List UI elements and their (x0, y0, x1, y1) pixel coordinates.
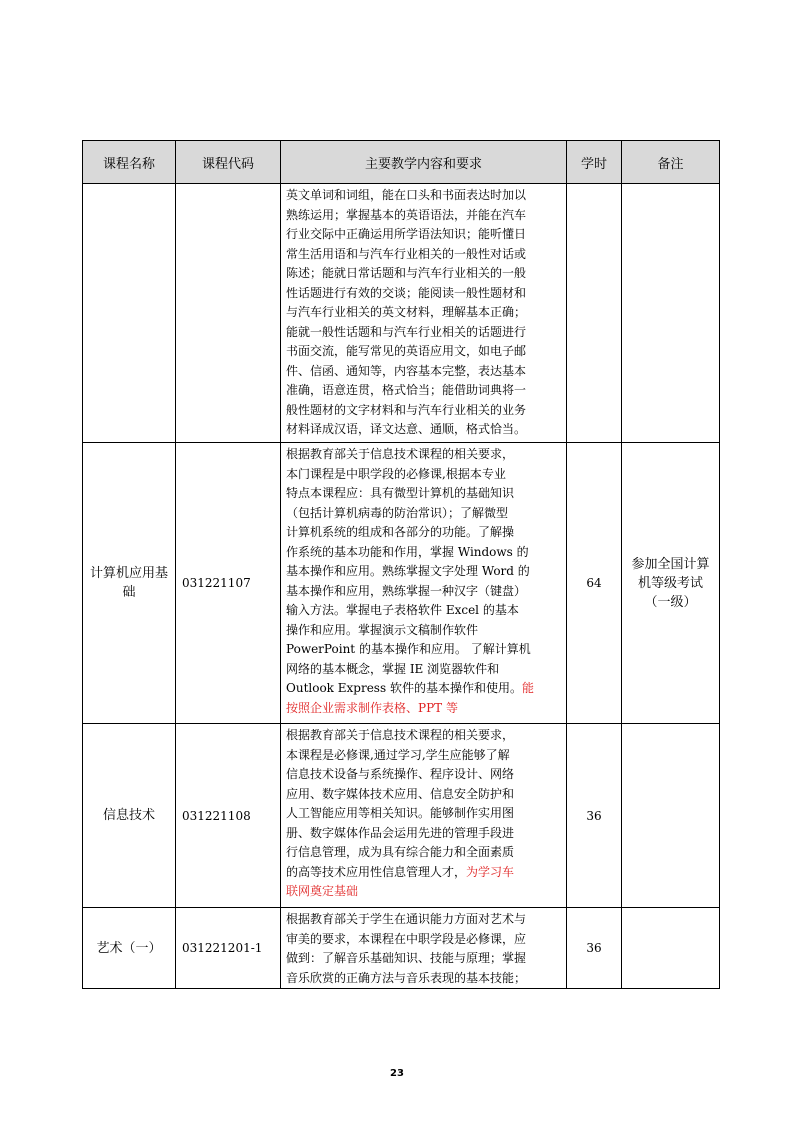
course-name-cell: 计算机应用基础 (83, 443, 176, 724)
content-line: 能就一般性话题和与汽车行业相关的话题进行 (286, 324, 527, 339)
content-line: 音乐欣赏的正确方法与音乐表现的基本技能； (286, 970, 527, 985)
header-row (83, 141, 720, 184)
content-line: 信息技术设备与系统操作、程序设计、网络 (286, 767, 515, 781)
content-line: 常生活用语和与汽车行业相关的一般性对话或 (286, 246, 527, 261)
content-line: 本课程是必修课,通过学习,学生应能够了解 (286, 747, 510, 762)
content-line: 书面交流，能写常见的英语应用文，如电子邮 (286, 344, 527, 358)
content-cell (281, 184, 567, 443)
content-line: 熟练运用；掌握基本的英语语法，并能在汽车 (286, 207, 527, 222)
highlighted-line: 联网奠定基础 (286, 884, 359, 898)
note-cell: 参加全国计算机等级考试（一级） (622, 443, 720, 724)
content-line: 网络的基本概念，掌握 IE 浏览器软件和 (286, 661, 500, 676)
hours-cell: 36 (567, 724, 622, 908)
table-row-information-technology (83, 724, 720, 908)
table-row-art (83, 908, 720, 989)
content-cell (281, 443, 567, 724)
course-code-cell (176, 184, 281, 443)
content-line: 与汽车行业相关的英文材料，理解基本正确； (286, 305, 527, 319)
course-code-cell: 031221201-1 (176, 908, 281, 989)
content-cell (281, 724, 567, 908)
content-line: 行业交际中正确运用所学语法知识；能听懂日 (286, 227, 527, 241)
content-line: 计算机系统的组成和各部分的功能。了解操 (286, 525, 515, 539)
content-line: PowerPoint 的基本操作和应用。 了解计算机 (286, 642, 531, 656)
content-line: 根据教育部关于信息技术课程的相关要求， (286, 728, 515, 742)
hours-cell: 64 (567, 443, 622, 724)
content-line: 基本操作和应用，熟练掌握一种汉字（键盘） (286, 583, 527, 598)
note-cell (622, 184, 720, 443)
content-line: 材料译成汉语，译文达意、通顺，格式恰当。 (286, 422, 527, 436)
content-line: 人工智能应用等相关知识。能够制作实用图 (286, 806, 515, 820)
content-line: 操作和应用。掌握演示文稿制作软件 (286, 622, 479, 637)
content-line: 陈述；能就日常话题和与汽车行业相关的一般 (286, 266, 527, 280)
content-line: 准确，语意连贯，格式恰当；能借助词典将一 (286, 383, 527, 397)
content-line: 件、信函、通知等，内容基本完整，表达基本 (286, 363, 527, 378)
hours-cell (567, 184, 622, 443)
hours-cell: 36 (567, 908, 622, 989)
content-line: 根据教育部关于学生在通识能力方面对艺术与 (286, 912, 527, 926)
content-line: 般性题材的文字材料和与汽车行业相关的业务 (286, 402, 527, 417)
content-line: 性话题进行有效的交谈；能阅读一般性题材和 (286, 285, 527, 300)
content-text: 的高等技术应用性信息管理人才， (286, 864, 467, 879)
highlighted-text: 能 (521, 681, 534, 695)
content-line: 根据教育部关于信息技术课程的相关要求， (286, 447, 515, 461)
content-line: 英文单词和词组，能在口头和书面表达时加以 (286, 188, 527, 202)
content-line: （包括计算机病毒的防治常识）；了解微型 (286, 505, 509, 520)
page-number: 23 (390, 1068, 404, 1079)
highlighted-text: 为学习车 (466, 864, 515, 879)
content-line: 审美的要求，本课程在中职学段是必修课，应 (286, 931, 527, 946)
content-line: 作系统的基本功能和作用，掌握 Windows 的 (286, 544, 529, 559)
table-row-english-continued (83, 184, 720, 443)
content-line: 行信息管理，成为具有综合能力和全面素质 (286, 845, 515, 859)
highlighted-line: 按照企业需求制作表格、PPT 等 (286, 700, 458, 715)
header-course-name: 课程名称 (83, 141, 176, 184)
content-line: 册、数字媒体作品会运用先进的管理手段进 (286, 825, 515, 840)
content-line: 本门课程是中职学段的必修课,根据本专业 (286, 466, 506, 481)
content-line: 输入方法。掌握电子表格软件 Excel 的基本 (286, 603, 519, 617)
course-name-cell (83, 184, 176, 443)
content-line: 应用、数字媒体技术应用、信息安全防护和 (286, 786, 515, 801)
header-hours: 学时 (567, 141, 622, 184)
course-code-cell: 031221107 (176, 443, 281, 724)
note-cell (622, 724, 720, 908)
header-notes: 备注 (622, 141, 720, 184)
content-cell (281, 908, 567, 989)
course-name-cell: 艺术（一） (83, 908, 176, 989)
content-line: 基本操作和应用。熟练掌握文字处理 Word 的 (286, 564, 530, 578)
note-cell (622, 908, 720, 989)
content-text: Outlook Express 软件的基本操作和使用。 (286, 681, 522, 695)
header-course-code: 课程代码 (176, 141, 281, 184)
content-line (286, 863, 561, 883)
content-line: 特点本课程应：具有微型计算机的基础知识 (286, 486, 515, 500)
content-line: 做到：了解音乐基础知识、技能与原理；掌握 (286, 951, 527, 965)
course-table (82, 140, 720, 989)
table-row-computer-basics (83, 443, 720, 724)
course-code-cell: 031221108 (176, 724, 281, 908)
course-name-cell: 信息技术 (83, 724, 176, 908)
content-line (286, 679, 561, 699)
header-content: 主要教学内容和要求 (281, 141, 567, 184)
